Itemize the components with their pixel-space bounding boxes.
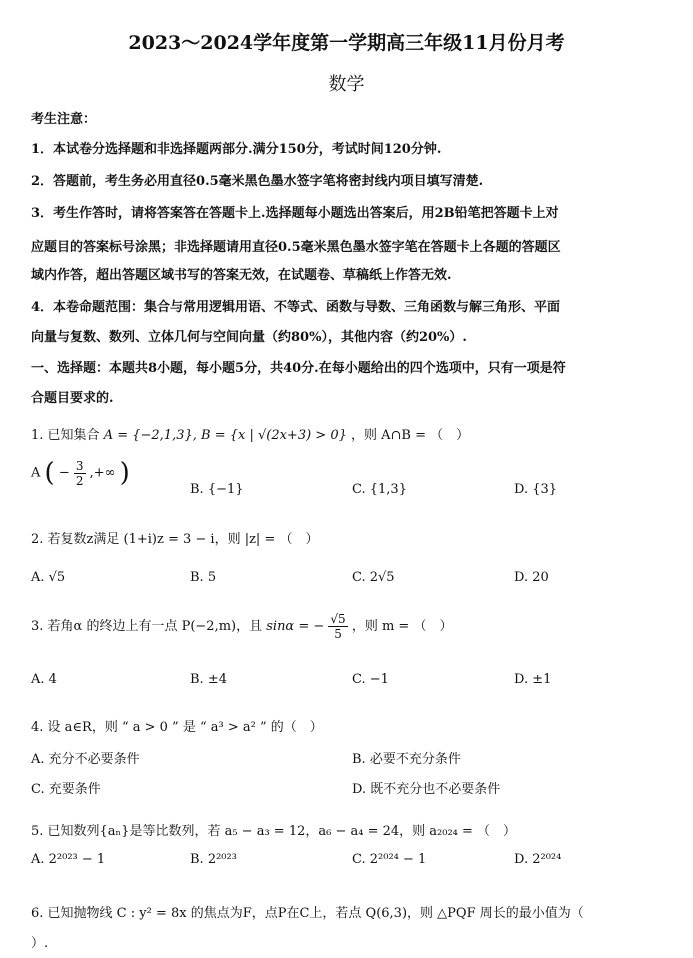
question-6-stem-line-1: 6. 已知抛物线 C : y² = 8x 的焦点为F，点P在C上，若点 Q(6,3)，则 △PQF 周长的最小值为（ [31, 906, 584, 921]
q1-prefix: 1. 已知集合 [31, 428, 100, 443]
q3-frac [328, 612, 347, 641]
notice-line-1: 1．本试卷分选择题和非选择题两部分.满分150分，考试时间120分钟. [31, 142, 442, 157]
q3-suffix: ，则 m = （ ） [351, 619, 453, 634]
q2-option-c: C. 2√5 [352, 570, 395, 585]
exam-title: 2023～2024学年度第一学期高三年级11月份月考 [128, 32, 565, 54]
q2-option-d: D. 20 [514, 570, 549, 585]
q3-option-a: A. 4 [31, 672, 57, 687]
q1-option-d: D. {3} [514, 482, 558, 497]
q2-option-a: A. √5 [31, 570, 66, 585]
exam-subject: 数学 [328, 74, 365, 95]
section-heading-line-2: 合题目要求的. [31, 391, 114, 406]
q1-suffix: ，则 A∩B = （ ） [351, 428, 470, 443]
q3-option-c: C. −1 [352, 672, 389, 687]
question-5-stem: 5. 已知数列{aₙ}是等比数列，若 a₅ − a₃ = 12，a₆ − a₄ = 24，则 a₂₀₂₄ = （ ） [31, 824, 517, 839]
q1-paren-close: ) [119, 458, 130, 488]
q1-math: A = {−2,1,3}, B = {x | √(2x+3) > 0} [103, 428, 347, 443]
question-3-stem [31, 612, 452, 641]
q3-option-d: D. ±1 [514, 672, 552, 687]
q3-frac-lead: sinα = − [266, 619, 325, 634]
notice-line-2: 2．答题前，考生务必用直径0.5毫米黑色墨水签字笔将密封线内项目填写清楚. [31, 174, 484, 189]
notice-line-4: 应题目的答案标号涂黑；非选择题请用直径0.5毫米黑色墨水签字笔在答题卡上各题的答题区 [31, 240, 561, 255]
question-4-stem: 4. 设 a∈R，则 “ a > 0 ” 是 “ a³ > a² ” 的（ ） [31, 720, 323, 735]
q1-option-c: C. {1,3} [352, 482, 407, 497]
q1-option-b: B. {−1} [190, 482, 244, 497]
notice-line-3: 3．考生作答时，请将答案答在答题卡上.选择题每小题选出答案后，用2B铅笔把答题卡上对 [31, 206, 559, 221]
question-1-stem [31, 424, 469, 443]
q2-option-b: B. 5 [190, 570, 217, 585]
notice-line-6: 4．本卷命题范围：集合与常用逻辑用语、不等式、函数与导数、三角函数与解三角形、平面 [31, 300, 561, 315]
q5-option-a: A. 2²⁰²³ − 1 [31, 852, 106, 867]
q1-option-a [31, 458, 130, 488]
question-2-stem: 2. 若复数z满足 (1+i)z = 3 − i，则 |z| = （ ） [31, 532, 319, 547]
q1-minus: − [58, 465, 70, 481]
q1-frac-den: 2 [75, 473, 84, 488]
q5-option-c: C. 2²⁰²⁴ − 1 [352, 852, 427, 867]
q1-frac-num: 3 [75, 458, 84, 473]
notice-line-5: 域内作答，超出答题区域书写的答案无效，在试题卷、草稿纸上作答无效. [31, 268, 452, 283]
question-6-stem-line-2: ）. [31, 936, 49, 951]
q1-paren-open: ( [44, 458, 55, 488]
q5-option-b: B. 2²⁰²³ [190, 852, 237, 867]
section-heading-line-1: 一、选择题：本题共8小题，每小题5分，共40分.在每小题给出的四个选项中，只有一项是符 [31, 361, 566, 376]
q1-option-a-label: A [31, 465, 41, 481]
q4-option-c: C. 充要条件 [31, 782, 101, 797]
q3-frac-den: 5 [334, 627, 342, 641]
q4-option-d: D. 既不充分也不必要条件 [352, 782, 501, 797]
q1-frac [74, 459, 86, 488]
notice-heading: 考生注意： [31, 112, 97, 127]
q5-option-d: D. 2²⁰²⁴ [514, 852, 562, 867]
q4-option-b: B. 必要不充分条件 [352, 752, 461, 767]
q3-option-b: B. ±4 [190, 672, 227, 687]
q1-option-a-rest: ,+∞ [89, 465, 116, 481]
notice-line-7: 向量与复数、数列、立体几何与空间向量（约80%），其他内容（约20%）. [31, 330, 467, 345]
q4-option-a: A. 充分不必要条件 [31, 752, 140, 767]
q3-frac-num: √5 [330, 612, 346, 626]
q3-prefix: 3. 若角α 的终边上有一点 P(−2,m)，且 [31, 619, 263, 634]
